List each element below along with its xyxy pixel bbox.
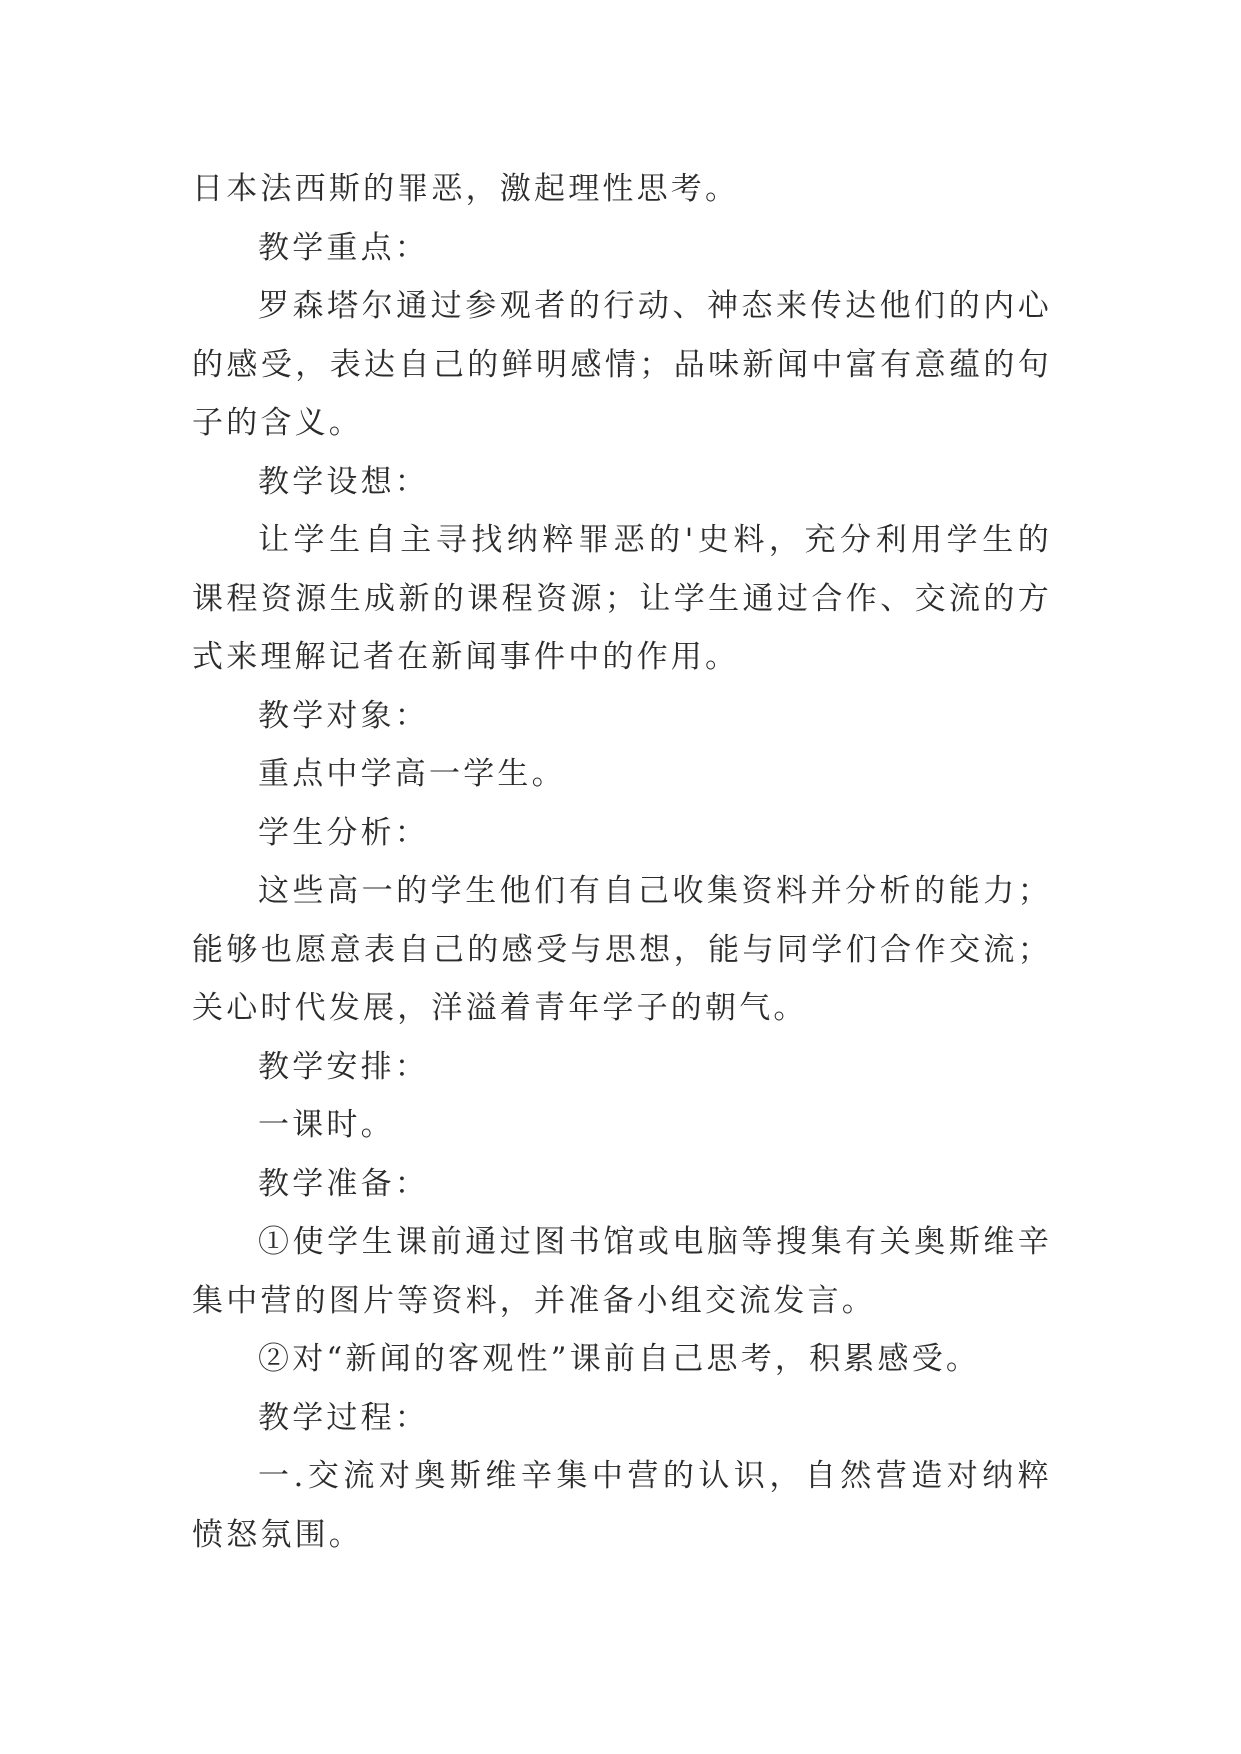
student-analysis-paragraph: 这些高一的学生他们有自己收集资料并分析的能力；能够也愿意表自己的感受与思想，能与同学们合作交流；关心时代发展，洋溢着青年学子的朝气。 (192, 873, 1052, 1026)
teaching-schedule-paragraph: 一课时。 (258, 1107, 395, 1143)
continuation-paragraph: 日本法西斯的罪恶，激起理性思考。 (192, 171, 740, 207)
preparation-item-2: ②对“新闻的客观性”课前自己思考，积累感受。 (258, 1341, 981, 1377)
heading-teaching-process: 教学过程： (258, 1399, 429, 1436)
heading-teaching-audience: 教学对象： (258, 697, 429, 734)
process-step-1: 一.交流对奥斯维辛集中营的认识，自然营造对纳粹愤怒氛围。 (192, 1458, 1052, 1553)
teaching-audience-paragraph: 重点中学高一学生。 (258, 756, 566, 792)
teaching-concept-paragraph: 让学生自主寻找纳粹罪恶的'史料，充分利用学生的课程资源生成新的课程资源；让学生通过合作、交流的方式来理解记者在新闻事件中的作用。 (192, 522, 1052, 675)
heading-teaching-focus: 教学重点： (258, 229, 429, 266)
document-body (192, 160, 1052, 1564)
heading-teaching-preparation: 教学准备： (258, 1165, 429, 1202)
heading-student-analysis: 学生分析： (258, 814, 429, 851)
teaching-focus-paragraph: 罗森塔尔通过参观者的行动、神态来传达他们的内心的感受，表达自己的鲜明感情；品味新闻中富有意蕴的句子的含义。 (192, 288, 1052, 441)
heading-teaching-concept: 教学设想： (258, 463, 429, 500)
preparation-item-1: ①使学生课前通过图书馆或电脑等搜集有关奥斯维辛集中营的图片等资料，并准备小组交流发言。 (192, 1224, 1052, 1319)
heading-teaching-schedule: 教学安排： (258, 1048, 429, 1085)
